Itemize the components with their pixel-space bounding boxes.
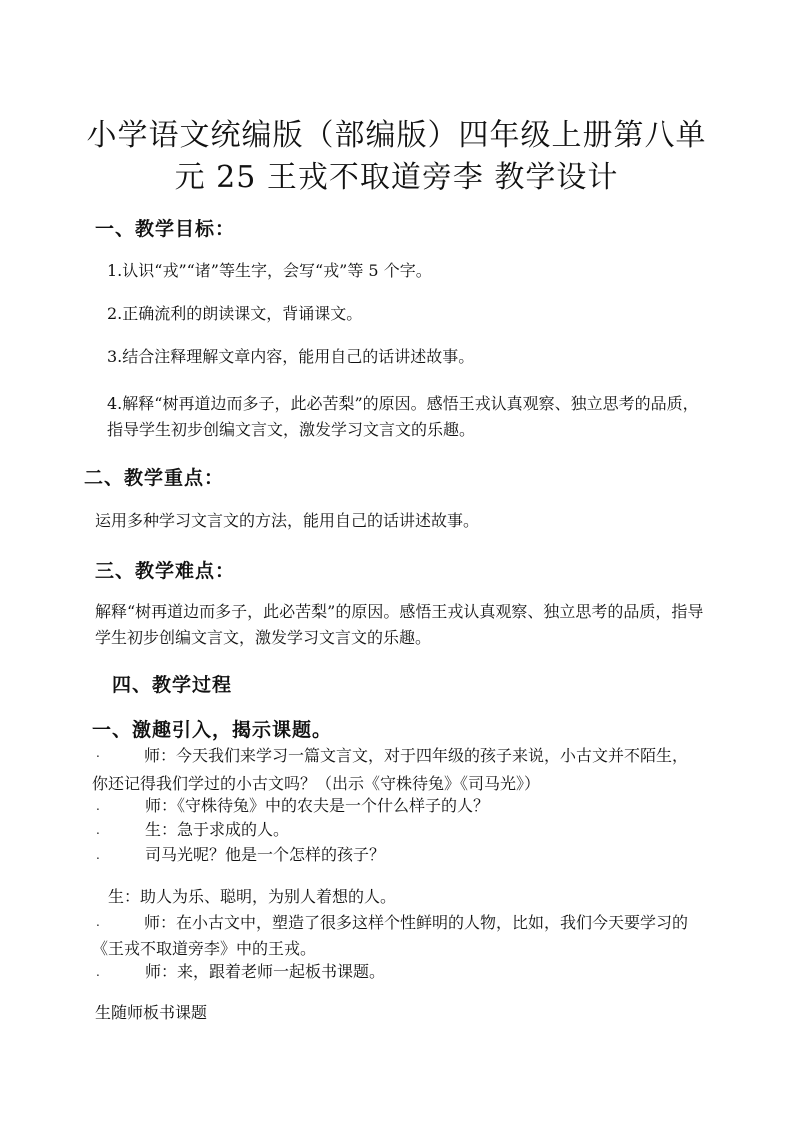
section-key-points-heading: 二、教学重点： <box>84 467 225 489</box>
intro-line-5: 生：助人为乐、聪明，为别人着想的人。 <box>108 887 397 906</box>
bullet-dot: . <box>96 848 100 862</box>
goal-item-3: 3.结合注释理解文章内容，能用自己的话讲述故事。 <box>107 347 475 366</box>
bullet-dot: . <box>96 915 100 929</box>
section-goals-heading: 一、教学目标： <box>95 218 236 240</box>
document-title-line-2: 元 25 王戎不取道旁李 教学设计 <box>174 160 619 195</box>
intro-line-7: 师：来，跟着老师一起板书课题。 <box>145 962 386 981</box>
goal-item-2: 2.正确流利的朗读课文，背诵课文。 <box>107 304 363 323</box>
goal-item-1: 1.认识“戎”“诸”等生字，会写“戎”等 5 个字。 <box>107 261 432 280</box>
section-process-heading: 四、教学过程 <box>112 674 233 696</box>
intro-line-2: 师：《守株待兔》中的农夫是一个什么样子的人？ <box>145 796 490 815</box>
bullet-dot: . <box>96 823 100 837</box>
intro-heading: 一、激趣引入，揭示课题。 <box>92 719 333 741</box>
section-difficulties-heading: 三、教学难点： <box>95 560 236 582</box>
bullet-dot: . <box>96 746 100 760</box>
bullet-dot: . <box>96 965 100 979</box>
bullet-dot: . <box>96 799 100 813</box>
intro-line-1: 师：今天我们来学习一篇文言文，对于四年级的孩子来说，小古文并不陌生，你还记得我们学过的小古文吗？（出示《守株待兔》《司马光》） <box>92 746 689 793</box>
intro-line-8: 生随师板书课题 <box>95 1003 208 1022</box>
intro-line-4: 司马光呢？他是一个怎样的孩子？ <box>145 845 386 864</box>
difficulties-text: 解释“树再道边而多子，此必苦梨”的原因。感悟王戎认真观察、独立思考的品质，指导学生初步创编文言文，激发学习文言文的乐趣。 <box>95 602 704 647</box>
key-points-text: 运用多种学习文言文的方法，能用自己的话讲述故事。 <box>95 511 480 530</box>
intro-line-3: 生：急于求成的人。 <box>145 820 290 839</box>
goal-item-4: 4.解释“树再道边而多子，此必苦梨”的原因。感悟王戎认真观察、独立思考的品质，指导学生初步创编文言文，激发学习文言文的乐趣。 <box>107 394 699 439</box>
document-title-line-1: 小学语文统编版（部编版）四年级上册第八单 <box>86 118 707 153</box>
intro-line-6: 师：在小古文中，塑造了很多这样个性鲜明的人物，比如，我们今天要学习的《王戎不取道旁李》中的王戎。 <box>92 913 689 958</box>
